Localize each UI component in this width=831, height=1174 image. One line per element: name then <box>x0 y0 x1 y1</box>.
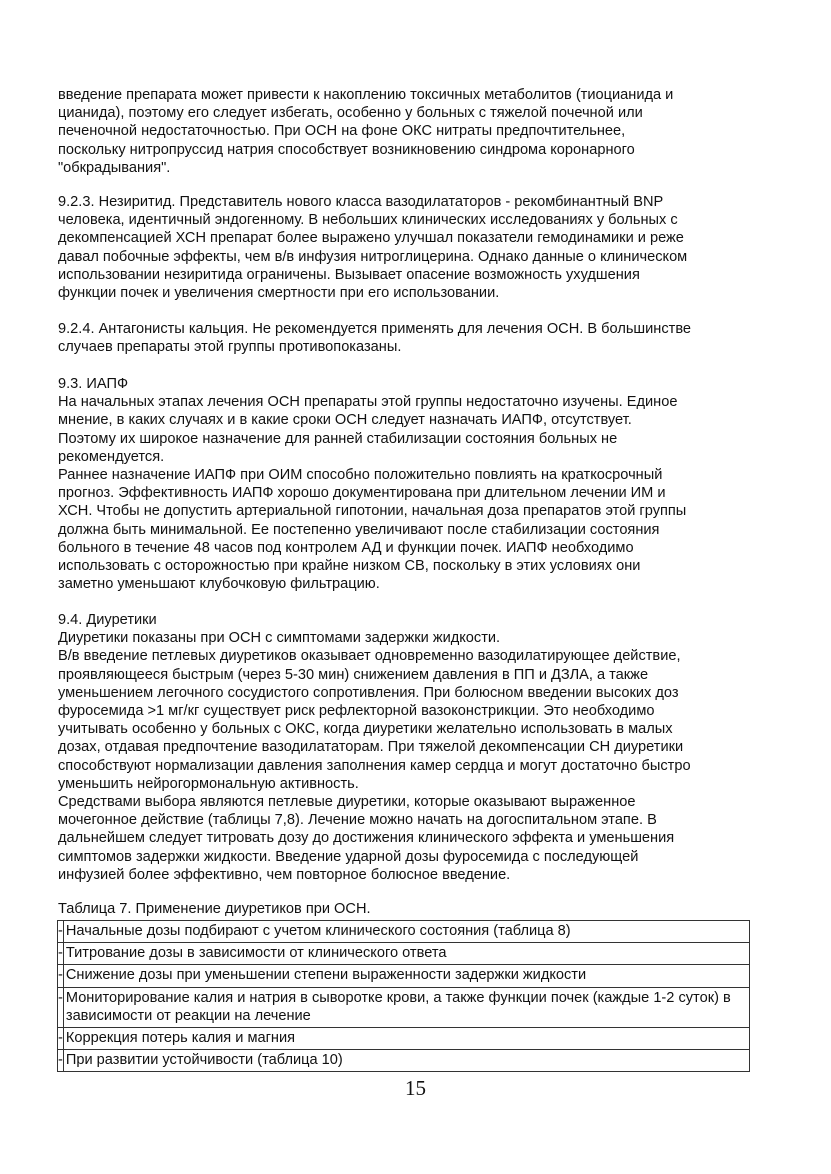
text-line: функции почек и увеличения смертности при его использовании. <box>58 285 500 302</box>
row-marker: - <box>58 921 64 943</box>
text-line: симптомов задержки жидкости. Введение ударной дозы фуросемида с последующей <box>58 848 639 865</box>
section-ace-inhibitors <box>58 375 770 593</box>
table-row <box>58 943 750 965</box>
paragraph-calcium-antagonists <box>58 320 770 356</box>
section-heading: 9.4. Диуретики <box>58 612 157 628</box>
text-line: Поэтому их широкое назначение для ранней стабилизации состояния больных не <box>58 430 618 447</box>
text-line: декомпенсацией ХСН препарат более выражено улучшал показатели гемодинамики и реже <box>58 230 684 247</box>
diuretics-table <box>57 920 750 1072</box>
text-line: больного в течение 48 часов под контролем АД и функции почек. ИАПФ необходимо <box>58 539 634 556</box>
text-line: мнение, в каких случаях и в какие сроки ОСН следует назначать ИАПФ, отсутствует. <box>58 412 632 429</box>
paragraph-nitroprusside-toxicity <box>58 86 770 177</box>
row-marker: - <box>58 1028 64 1050</box>
table-cell: Начальные дозы подбирают с учетом клинического состояния (таблица 8) <box>63 921 749 943</box>
text-line: фуросемида >1 мг/кг существует риск рефлекторной вазоконстрикции. Это необходимо <box>58 703 655 720</box>
table-cell: Мониторирование калия и натрия в сыворотке крови, а также функции почек (каждые 1-2 суток) в зависимости от реакции на лечение <box>63 987 749 1027</box>
text-line: 9.2.3. Незиритид. Представитель нового класса вазодилататоров - рекомбинантный BNP <box>58 194 664 210</box>
text-line: давал побочные эффекты, чем в/в инфузия нитроглицерина. Однако данные о клиническом <box>58 248 688 265</box>
table-cell: Снижение дозы при уменьшении степени выраженности задержки жидкости <box>63 965 749 987</box>
text-line: ХСН. Чтобы не допустить артериальной гипотонии, начальная доза препаратов этой группы <box>58 503 687 520</box>
text-line: 9.2.4. Антагонисты кальция. Не рекомендуется применять для лечения ОСН. В большинстве <box>58 321 692 337</box>
text-line: способствуют нормализации давления заполнения камер сердца и могут достаточно быстро <box>58 757 691 774</box>
table-cell: При развитии устойчивости (таблица 10) <box>63 1050 749 1072</box>
paragraph-nesiritide <box>58 193 770 302</box>
text-line: уменьшением легочного сосудистого сопротивления. При болюсном введении высоких доз <box>58 684 679 701</box>
text-line: В/в введение петлевых диуретиков оказывает одновременно вазодилатирующее действие, <box>58 648 681 665</box>
text-line: Раннее назначение ИАПФ при ОИМ способно положительно повлиять на краткосрочный <box>58 467 663 484</box>
text-line: дальнейшем следует титровать дозу до достижения клинического эффекта и уменьшения <box>58 830 675 847</box>
table-row <box>58 1028 750 1050</box>
text-line: введение препарата может привести к накоплению токсичных метаболитов (тиоцианида и <box>58 87 674 103</box>
text-line: печеночной недостаточностью. При ОСН на фоне ОКС нитраты предпочтительнее, <box>58 123 626 140</box>
table-cell: Коррекция потерь калия и магния <box>63 1028 749 1050</box>
text-line: Средствами выбора являются петлевые диуретики, которые оказывают выраженное <box>58 794 636 811</box>
section-diuretics <box>58 611 770 884</box>
text-line: рекомендуется. <box>58 448 165 465</box>
text-line: учитывать особенно у больных с ОКС, когда диуретики желательно использовать в малых <box>58 721 673 738</box>
text-line: На начальных этапах лечения ОСН препараты этой группы недостаточно изучены. Единое <box>58 394 678 411</box>
row-marker: - <box>58 965 64 987</box>
table-row <box>58 965 750 987</box>
text-line: Диуретики показаны при ОСН с симптомами задержки жидкости. <box>58 630 501 647</box>
table-row <box>58 987 750 1027</box>
table-caption: Таблица 7. Применение диуретиков при ОСН. <box>58 901 371 917</box>
text-line: уменьшить нейрогормональную активность. <box>58 775 359 792</box>
table-row <box>58 1050 750 1072</box>
text-line: проявляющееся быстрым (через 5-30 мин) снижением давления в ПП и ДЗЛА, а также <box>58 666 649 683</box>
text-line: "обкрадывания". <box>58 159 171 176</box>
text-line: заметно уменьшают клубочковую фильтрацию. <box>58 576 380 593</box>
text-line: случаев препараты этой группы противопоказаны. <box>58 339 402 356</box>
text-line: мочегонное действие (таблицы 7,8). Лечение можно начать на догоспитальном этапе. В <box>58 812 657 829</box>
text-line: человека, идентичный эндогенному. В небольших клинических исследованиях у больных с <box>58 212 678 229</box>
page-number: 15 <box>405 1076 426 1100</box>
text-line: использовать с осторожностью при крайне низком СВ, поскольку в этих условиях они <box>58 558 641 575</box>
section-heading: 9.3. ИАПФ <box>58 376 129 392</box>
row-marker: - <box>58 943 64 965</box>
text-line: цианида), поэтому его следует избегать, особенно у больных с тяжелой почечной или <box>58 105 643 122</box>
text-line: использовании незиритида ограничены. Вызывает опасение возможность ухудшения <box>58 266 640 283</box>
row-marker: - <box>58 1050 64 1072</box>
text-line: поскольку нитропруссид натрия способствует возникновению синдрома коронарного <box>58 141 635 158</box>
text-line: инфузией более эффективно, чем повторное болюсное введение. <box>58 866 511 883</box>
text-line: должна быть минимальной. Ее постепенно увеличивают после стабилизации состояния <box>58 521 660 538</box>
text-line: прогноз. Эффективность ИАПФ хорошо документирована при длительном лечении ИМ и <box>58 485 666 502</box>
text-line: дозах, отдавая предпочтение вазодилататорам. При тяжелой декомпенсации СН диуретики <box>58 739 684 756</box>
row-marker: - <box>58 987 64 1027</box>
table-cell: Титрование дозы в зависимости от клинического ответа <box>63 943 749 965</box>
table-row <box>58 921 750 943</box>
